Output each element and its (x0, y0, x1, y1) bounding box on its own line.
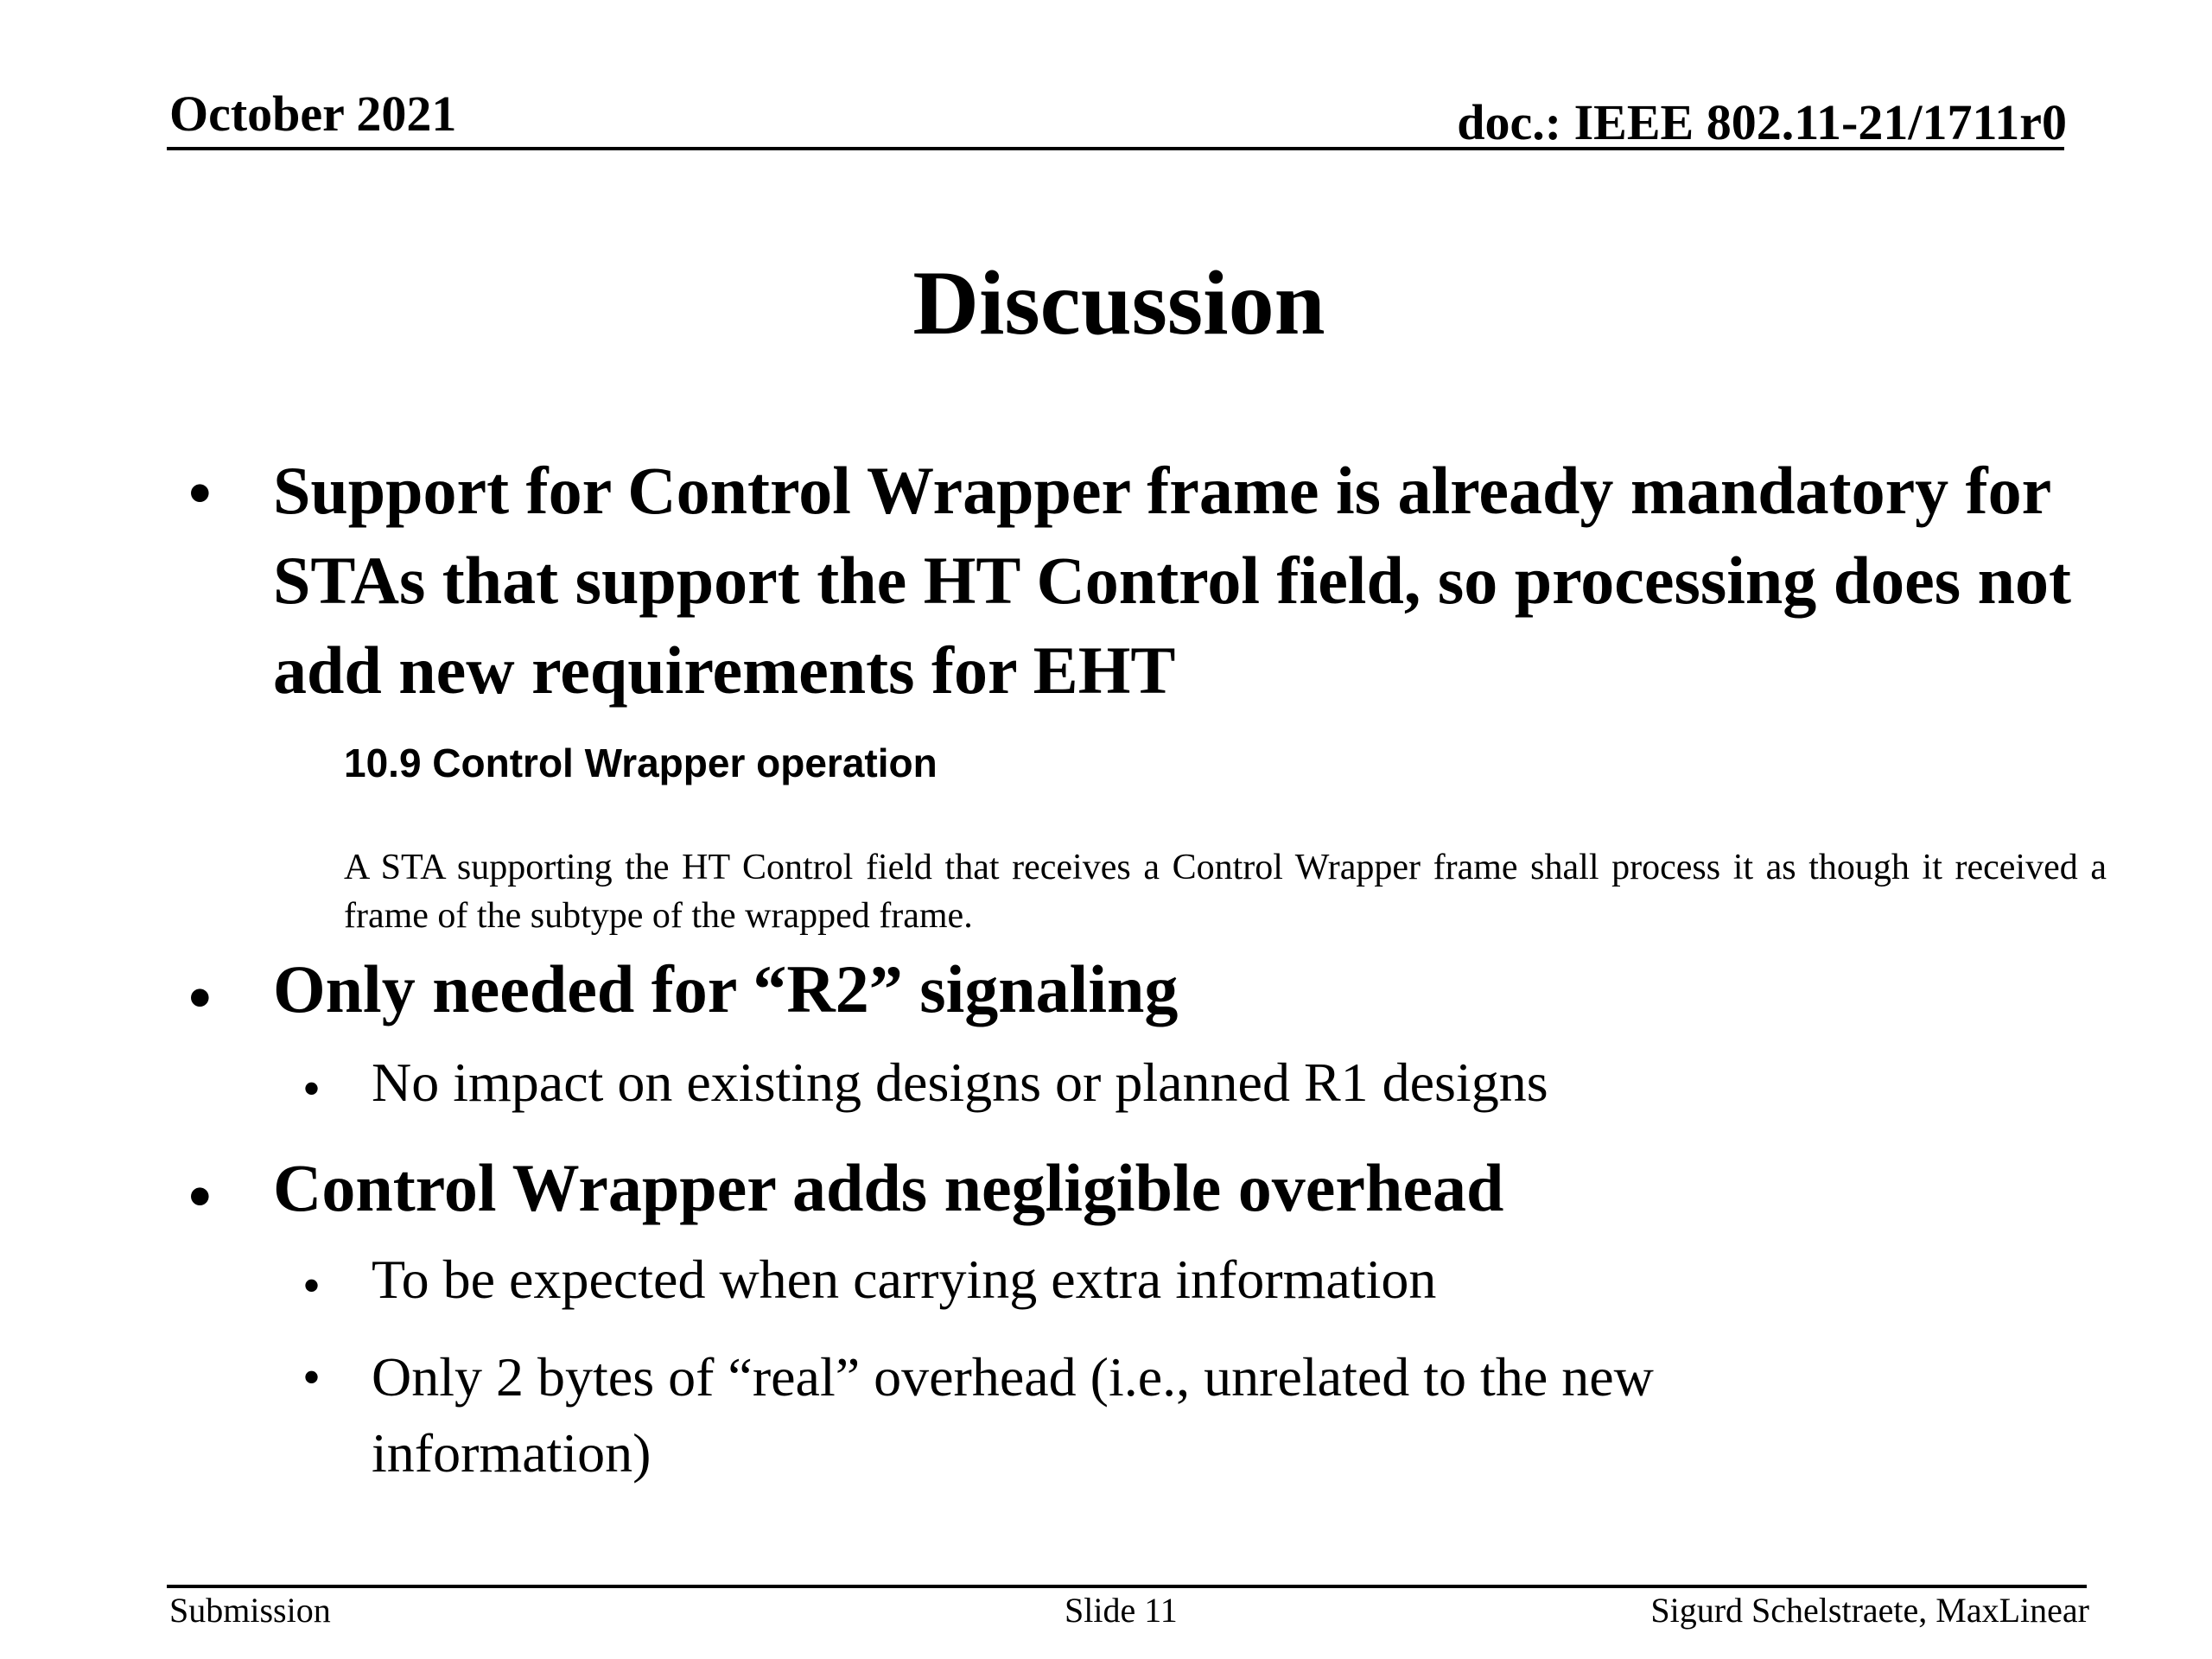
quote-heading: 10.9 Control Wrapper operation (344, 741, 938, 785)
footer-submission: Submission (169, 1591, 331, 1630)
bullet-1-text: Support for Control Wrapper frame is already mandatory for STAs that support the HT Control field, so processing does not add new requirements for EHT (273, 453, 2072, 708)
footer-author: Sigurd Schelstraete, MaxLinear (1650, 1591, 2089, 1630)
bullet-marker: • (188, 457, 212, 530)
footer-divider (167, 1585, 2087, 1588)
slide-title: Discussion (912, 252, 1325, 353)
quote-body: A STA supporting the HT Control field that receives a Control Wrapper frame shall process it as though it received a frame of the subtype of the wrapped frame. (344, 848, 2107, 936)
header-date: October 2021 (169, 86, 457, 142)
footer-slide-number: Slide 11 (1065, 1591, 1178, 1630)
header-doc-id: doc.: IEEE 802.11-21/1711r0 (1457, 94, 2067, 150)
sub-bullet-3-1-text: To be expected when carrying extra information (372, 1249, 1437, 1310)
bullet-marker: • (188, 962, 212, 1034)
bullet-3-text: Control Wrapper adds negligible overhead (273, 1150, 1504, 1225)
header-divider (167, 147, 2064, 150)
bullet-marker: • (188, 1160, 212, 1233)
sub-bullet-2-1-text: No impact on existing designs or planned R1 designs (372, 1052, 1548, 1113)
sub-bullet-marker: • (302, 1060, 321, 1117)
sub-bullet-marker: • (302, 1349, 321, 1406)
sub-bullet-3-2-text: Only 2 bytes of “real” overhead (i.e., unrelated to the new information) (372, 1346, 1654, 1484)
bullet-2-text: Only needed for “R2” signaling (273, 951, 1179, 1027)
sub-bullet-marker: • (302, 1257, 321, 1314)
